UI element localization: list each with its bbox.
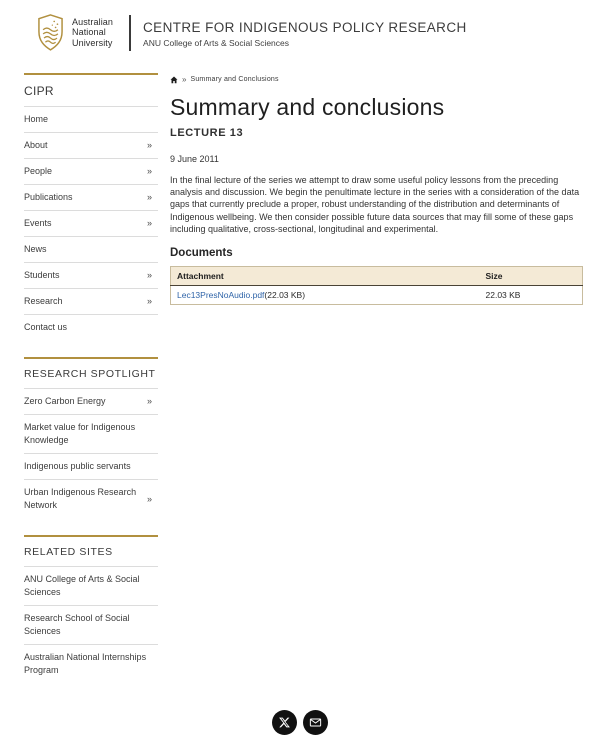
- site-titles: [143, 18, 467, 48]
- expand-icon[interactable]: »: [146, 192, 152, 202]
- sidebar-item-label: Home: [24, 114, 49, 124]
- expand-icon[interactable]: »: [146, 166, 152, 176]
- logo-line-1: Australian: [72, 16, 114, 27]
- sidebar-item-label: Research: [24, 296, 63, 306]
- sidebar-item-home[interactable]: [24, 107, 158, 133]
- sidebar-item-research[interactable]: [24, 289, 158, 315]
- sidebar-item-indigenous-public-servants[interactable]: [24, 454, 158, 480]
- site-subtitle: ANU College of Arts & Social Sciences: [143, 37, 290, 48]
- documents-heading: Documents: [170, 247, 233, 260]
- logo-line-2: National: [72, 27, 106, 38]
- main-content: [170, 73, 583, 700]
- header-divider: [129, 15, 131, 51]
- sidebar-item-label: Events: [24, 218, 52, 228]
- attachment-pdf-link[interactable]: Lec13PresNoAudio.pdf: [177, 290, 265, 301]
- sidebar-item-contact-us[interactable]: [24, 315, 158, 340]
- footer-social-bar: [0, 700, 600, 716]
- page-title: Summary and conclusions: [170, 94, 445, 120]
- sidebar-item-students[interactable]: [24, 263, 158, 289]
- expand-icon[interactable]: »: [146, 493, 152, 504]
- sidebar-item-market-value-indigenous-knowledge[interactable]: [24, 415, 158, 454]
- site-title[interactable]: CENTRE FOR INDIGENOUS POLICY RESEARCH: [143, 19, 467, 35]
- sidebar-section-related-sites: [24, 535, 158, 683]
- sidebar-item-about[interactable]: [24, 133, 158, 159]
- sidebar-item-label: ANU College of Arts & Social Sciences: [24, 574, 140, 597]
- sidebar-item-label: Contact us: [24, 322, 68, 332]
- sidebar-item-anu-college-arts-social-sciences[interactable]: [24, 567, 158, 606]
- home-icon[interactable]: [170, 76, 178, 84]
- column-header-attachment: Attachment: [171, 267, 480, 286]
- table-row: [171, 286, 583, 305]
- expand-icon[interactable]: »: [146, 270, 152, 280]
- body-paragraph: In the final lecture of the series we attempt to draw some useful policy lessons from the preceding analysis and discussion. We begin the penultimate lecture in the series with a consideration of the data gaps that currently preclude a proper, robust understanding of the distribution and determinants of Indigenous wellbeing. We then consider possible future data sources that may fill some of these gaps including qualitative, cross-sectional, longitudinal and experimental.: [170, 175, 580, 234]
- sidebar-title-research-spotlight: RESEARCH SPOTLIGHT: [24, 359, 158, 389]
- sidebar-item-label: Urban Indigenous Research Network: [24, 487, 137, 510]
- sidebar-item-label: Students: [24, 270, 60, 280]
- email-icon[interactable]: [303, 710, 328, 735]
- sidebar-section-cipr: [24, 73, 158, 340]
- breadcrumb: [170, 75, 583, 84]
- expand-icon[interactable]: »: [146, 140, 152, 150]
- table-header-row: [171, 267, 583, 286]
- anu-shield-icon: [37, 14, 64, 51]
- sidebar-item-zero-carbon-energy[interactable]: [24, 389, 158, 415]
- sidebar-item-australian-national-internships-program[interactable]: [24, 645, 158, 683]
- sidebar-item-label: Australian National Internships Program: [24, 652, 147, 675]
- x-twitter-icon[interactable]: [272, 710, 297, 735]
- sidebar-item-urban-indigenous-research-network[interactable]: [24, 480, 158, 518]
- documents-table: [170, 266, 583, 305]
- sidebar-title-related-sites: RELATED SITES: [24, 537, 158, 567]
- breadcrumb-current[interactable]: Summary and Conclusions: [190, 76, 279, 83]
- sidebar-title-cipr: CIPR: [24, 75, 158, 107]
- x-glyph: [278, 716, 291, 729]
- sidebar-section-research-spotlight: [24, 357, 158, 518]
- sidebar: [24, 73, 158, 700]
- sidebar-item-research-school-social-sciences[interactable]: [24, 606, 158, 645]
- anu-logo-text: [72, 17, 113, 49]
- envelope-glyph: [309, 716, 322, 729]
- content-area: [0, 63, 600, 700]
- publication-date: 9 June 2011: [170, 154, 219, 164]
- sidebar-item-publications[interactable]: [24, 185, 158, 211]
- expand-icon[interactable]: »: [146, 218, 152, 228]
- sidebar-item-label: People: [24, 166, 53, 176]
- sidebar-item-label: About: [24, 140, 48, 150]
- sidebar-item-label: Research School of Social Sciences: [24, 613, 130, 636]
- logo-line-3: University: [72, 37, 113, 48]
- anu-logo[interactable]: [37, 14, 113, 51]
- size-cell: 22.03 KB: [480, 286, 583, 305]
- sidebar-item-label: Zero Carbon Energy: [24, 396, 106, 406]
- sidebar-item-label: Publications: [24, 192, 73, 202]
- attachment-size-note: (22.03 KB): [264, 290, 306, 301]
- sidebar-item-label: News: [24, 244, 47, 254]
- sidebar-item-label: Market value for Indigenous Knowledge: [24, 422, 136, 445]
- expand-icon[interactable]: »: [146, 296, 152, 306]
- sidebar-item-label: Indigenous public servants: [24, 461, 131, 471]
- column-header-size: Size: [480, 267, 583, 286]
- lecture-subtitle: LECTURE 13: [170, 127, 244, 139]
- breadcrumb-separator: »: [182, 75, 187, 84]
- expand-icon[interactable]: »: [146, 396, 152, 406]
- sidebar-item-events[interactable]: [24, 211, 158, 237]
- site-header: [0, 0, 600, 63]
- sidebar-item-people[interactable]: [24, 159, 158, 185]
- attachment-cell: [171, 286, 480, 305]
- sidebar-item-news[interactable]: [24, 237, 158, 263]
